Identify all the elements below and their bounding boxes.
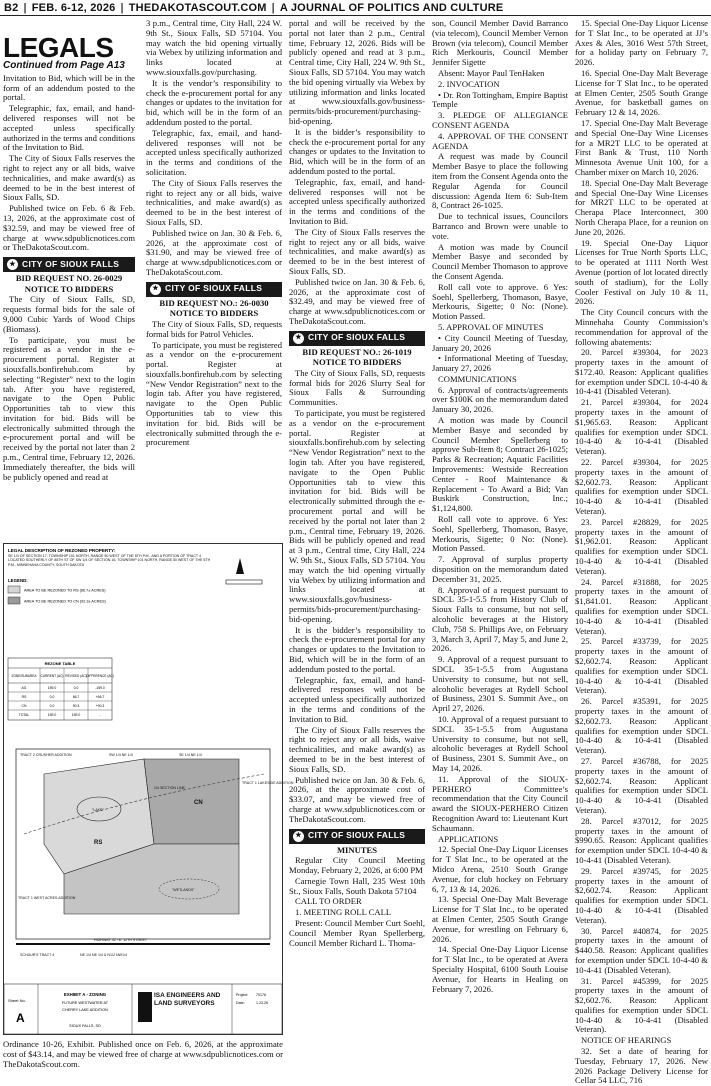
column-1 xyxy=(3,19,135,539)
map-desc-text: SE 1/4 OF SECTION 17, TOWNSHIP 101 NORTH, RANGE 50 WEST OF THE 5TH P.M., AND A PORTION OF TRACT 4 LOCATED SOUTHERLY OF 85TH ST OF SW 1/4 OF SECTION 16, TOWNSHIP 101 NORTH, RANGE 50 WEST OF THE 5TH P.M., MINNEHAHA COUNTY, SOUTH DAKOTA xyxy=(8,554,211,567)
city-banner-label: CITY OF SIOUX FALLS xyxy=(308,332,406,343)
sheet-letter: A xyxy=(16,1011,25,1025)
minutes-paragraph: 10. Approval of a request pursuant to SDCL 35-1-5.5 from Augustana University to consume, but not sell, alcoholic beverages at Rydell School of Business, 2301 S. Summit Ave., on May 14, 2026. xyxy=(432,713,568,773)
zoning-exhibit-map xyxy=(3,543,294,1035)
tagline: A JOURNAL OF POLITICS AND CULTURE xyxy=(279,1,504,14)
scale-bar xyxy=(226,580,262,584)
minutes-paragraph: • Informational Meeting of Tuesday, January 27, 2026 xyxy=(432,353,568,374)
legend-item-cn: AREA TO BE REZONED TO CN (92.3± ACRES) xyxy=(24,599,106,604)
table-cell: -159.0 xyxy=(95,686,105,690)
map-label: 1/4 SECTION LINE xyxy=(154,786,185,790)
notice-paragraph: The City of Sioux Falls reserves the right to reject any or all bids, waive technicalities, and make award(s) as deemed to be in the best interest of Sioux Falls, SD. xyxy=(3,153,135,203)
notice-paragraph: To participate, you must be registered as a vendor on the e-procurement portal. Register at siouxfalls.bonfirehub.com by selecting “New Vendor Registration” next to the login tab. After you have registered, navigate to the Open Public Opportunities tab to view this invitation for bid. Bids will be electronically submitted through the e-procurement xyxy=(146,339,282,448)
table-cell: 66.7 xyxy=(72,695,80,699)
map-label: NE 1/4 NE 1/4 & N1/2 NW1/4 xyxy=(80,953,127,957)
minutes-paragraph: 5. APPROVAL OF MINUTES xyxy=(438,321,544,332)
minutes-paragraph: 16. Special One-Day Malt Beverage License for T Slat Inc., to be operated at Elmen Center, 2505 South Grange Avenue, for basketball games on February 12 & 14, 2026. xyxy=(575,67,708,118)
map-label: TRACT 1 WEST ACRES ADDITION xyxy=(18,896,76,900)
notice-paragraph: The City of Sioux Falls, SD, requests formal bids for the sale of 9,000 Cubic Yards of Wood Chips (Biomass). xyxy=(3,294,135,334)
abatement-item: 26. Parcel #35391, for 2025 property taxes in the amount of $2,602.73. Reason: Applicant qualifies for exemption under SDCL 10-4-40 & 10-4-41 (Disabled Veteran). xyxy=(575,696,708,756)
notice-paragraph: Published twice on Jan. 30 & Feb. 6, 2026, at the approximate cost of $32.49, and may be viewed free of charge at www.sdpublicnotices.com or TheDakotaScout.com. xyxy=(289,276,425,326)
title-block xyxy=(4,984,282,1034)
map-label: HIGHWAY 42 / E. 12TH STREET xyxy=(94,938,148,942)
legend-item-rs: AREA TO BE REZONED TO RS (66.7± ACRES) xyxy=(24,588,106,593)
table-cell: AG xyxy=(21,686,27,690)
notice-paragraph: Published twice on Feb. 6 & Feb. 13, 2026, at the approximate cost of $32.59, and may be viewed free of charge at www.sdpublicnotices.com or TheDakotaScout.com. xyxy=(3,203,135,253)
legend-swatch-cn xyxy=(8,597,20,604)
notice-paragraph: Published twice on Jan. 30 & Feb. 6, 2026, at the approximate cost of $33.07, and may be viewed free of charge at www.sdpublicnotices.com or TheDakotaScout.com. xyxy=(289,774,425,824)
minutes-paragraph: NOTICE OF HEARINGS xyxy=(581,1035,672,1046)
bid-notice-heading: NOTICE TO BIDDERS xyxy=(24,283,114,294)
abatement-item: 30. Parcel #40874, for 2025 property taxes in the amount of $440.58. Reason: Applicant qualifies for exemption under SDCL 10-4-40 & 10-4-41 (Disabled Veteran). xyxy=(575,925,708,975)
table-cell: 90.3 xyxy=(72,704,80,708)
north-arrow-icon xyxy=(236,558,244,574)
abatement-list xyxy=(575,348,708,1035)
notice-paragraph: The City of Sioux Falls, SD, requests formal bids for 2026 Slurry Seal for Sioux Falls & Surrounding Communities. xyxy=(289,367,425,408)
abatement-item: 20. Parcel #39304, for 2023 property taxes in the amount of $172.40. Reason: Applicant qualifies for exemption under SDCL 10-4-40 & 10-4-41 (Disabled Veteran). xyxy=(575,347,708,397)
minutes-paragraph: Due to technical issues, Councilors Barranco and Brown were unable to vote. xyxy=(432,211,568,241)
notice-paragraph: To participate, you must be registered as a vendor in the e-procurement portal. Register at siouxfalls.bonfirehub.com by selecting “Register” next to the login tab. After you have registered, navigate to the Open Public Opportunities tab to view this invitation for bid. Bids will be electronically submitted through the e-procurement portal and will be received by the portal not later than 2 p.m., Central time, February 12, 2026. Immediately thereafter, the bids will be publicly opened and read at xyxy=(3,334,135,482)
abatement-item: 23. Parcel #28829, for 2025 property taxes in the amount of $1,962.01. Reason: Applicant qualifies for exemption under SDCL 10-4-40 & 10-4-41 (Disabled Veteran). xyxy=(575,516,708,576)
notice-paragraph: Ordinance 10-26, Exhibit. Published once on Feb. 6, 2026, at the approximate cost of $43.14, and may be viewed free of charge at www.sdpublicnotices.com or TheDakotaScout.com. xyxy=(3,1039,283,1069)
minutes-paragraph: 4. APPROVAL OF THE CONSENT AGENDA xyxy=(432,130,568,151)
city-seal-icon: ★ xyxy=(293,831,304,842)
minutes-heading: MINUTES xyxy=(336,844,378,855)
rezone-table-title: REZONE TABLE xyxy=(44,661,76,666)
minutes-paragraph: Regular City Council Meeting Monday, February 2, 2026, at 6:00 PM xyxy=(289,855,425,875)
notice-paragraph: The City of Sioux Falls reserves the right to reject any or all bids, waive technicalities, and make award(s) as deemed to be in the best interest of Sioux Falls, SD. xyxy=(146,177,282,227)
minutes-paragraph: 6. Approval of contracts/agreements over $100K on the memorandum dated January 30, 2026. xyxy=(432,384,568,415)
map-zone-label: CN xyxy=(194,800,203,806)
minutes-paragraph: • Dr. Ron Tottingham, Empire Baptist Temple xyxy=(432,89,568,110)
header-divider: | xyxy=(23,1,27,14)
ordinance-notice xyxy=(3,1040,283,1069)
notice-paragraph: Telegraphic, fax, email, and hand-delivered responses will not be accepted unless specifically authorized in the terms and conditions of the solicitation. xyxy=(146,127,282,177)
bid-number: BID REQUEST NO.: 26-0030 xyxy=(159,297,269,308)
abatement-item: 27. Parcel #36788, for 2025 property taxes in the amount of $2,602.74. Reason: Applicant qualifies for exemption under SDCL 10-4-40 & 10-4-41 (Disabled Veteran). xyxy=(575,755,708,815)
map-label: TRACT 1 LAKESIDE ADDITION xyxy=(242,781,294,785)
table-header: CURRENT (AC) xyxy=(40,674,64,678)
rezone-area-cn xyxy=(144,759,239,844)
table-cell: CN xyxy=(21,704,27,708)
table-header: REVISED (AC) xyxy=(65,674,87,678)
city-banner xyxy=(146,282,282,297)
minutes-paragraph: 32. Set a date of hearing for Tuesday, February 17, 2026. New 2026 Package Delivery License for Cellar 54 LLC, 716 xyxy=(575,1046,708,1086)
notice-paragraph: It is the vendor’s responsibility to check the e-procurement portal for any changes or updates to the invitation for bid, which will be in the form of an addendum posted to the portal. xyxy=(146,77,282,127)
minutes-paragraph: Absent: Mayor Paul TenHaken xyxy=(438,67,545,78)
project-label: Project: xyxy=(236,993,249,997)
legend-label: LEGEND: xyxy=(8,578,28,583)
minutes-paragraph: Carnegie Town Hall, 235 West 10th St., Sioux Falls, South Dakota 57104 xyxy=(289,875,425,896)
header-divider: | xyxy=(120,1,124,14)
minutes-paragraph: 7. Approval of surplus property disposition on the memorandum dated December 31, 2025. xyxy=(432,554,568,584)
date-value: 1.23.26 xyxy=(256,1001,268,1005)
map-desc-title: LEGAL DESCRIPTION OF REZONED PROPERTY: xyxy=(8,548,116,553)
map-label: "WETLANDS" xyxy=(172,888,195,892)
column-5 xyxy=(575,18,708,1086)
project-value: 70176 xyxy=(256,993,266,997)
city-banner-label: CITY OF SIOUX FALLS xyxy=(308,830,406,841)
minutes-paragraph: Roll call vote to approve. 6 Yes: Soehl, Spellerberg, Thomason, Basye, Merkouris, Sigette; 0 No: (None). Motion Passed. xyxy=(432,514,568,554)
firm-name: ISA ENGINEERS AND LAND SURVEYORS xyxy=(154,992,221,1007)
notice-paragraph: The City of Sioux Falls, SD, requests formal bids for Patrol Vehicles. xyxy=(146,318,282,339)
minutes-paragraph: 1. MEETING ROLL CALL xyxy=(295,907,392,918)
minutes-paragraph: 13. Special One-Day Malt Beverage License for T Slat Inc., to be operated at Elmen Center, 2505 South Grange Avenue, for wrestling on February 6, 2026. xyxy=(432,894,568,944)
minutes-paragraph: 3. PLEDGE OF ALLEGIANCE CONSENT AGENDA xyxy=(432,110,568,130)
city-banner xyxy=(289,829,425,844)
map-label: SCHUUR'S TRACT 4 xyxy=(20,953,55,957)
exhibit-subtitle: FUTURE WESTWATER AT xyxy=(61,1001,109,1005)
header-divider: | xyxy=(271,1,275,14)
city-banner-label: CITY OF SIOUX FALLS xyxy=(165,283,263,294)
map-label: TRACT 2 CRUSHER ADDITION xyxy=(20,753,72,757)
notice-paragraph: Telegraphic, fax, email, and hand-delivered responses will not be accepted unless specifically authorized in the terms and conditions of the Invitation to Bid. xyxy=(289,674,425,724)
map-zone-label: RS xyxy=(94,840,103,846)
city-seal-icon: ★ xyxy=(150,284,161,295)
minutes-paragraph: Roll call vote to approve. 6 Yes: Soehl, Spellerberg, Thomason, Basye, Merkouris, Sigette; 0 No: (None). Motion Passed. xyxy=(432,281,568,322)
table-cell: RS xyxy=(21,695,27,699)
section-title: LEGALS xyxy=(3,32,114,63)
notice-paragraph: The City of Sioux Falls reserves the right to reject any or all bids, waive technicalities, and make award(s) as deemed to be in the best interest of Sioux Falls, SD. xyxy=(289,226,425,276)
city-seal-icon: ★ xyxy=(7,259,18,270)
minutes-paragraph: 18. Special One-Day Malt Beverage and Special One-Day Wine Licenses for MR2T LLC to be operated at Cherapa Place Interconnect, 300 North Cherapa Place, for a reunion on June 20, 2026. xyxy=(575,177,708,237)
minutes-paragraph: The City Council concurs with the Minnehaha County Commission’s recommendation for approval of the following abatements: xyxy=(575,307,708,347)
notice-paragraph: To participate, you must be registered as a vendor on the e-procurement portal. Register at siouxfalls.bonfirehub.com by selecting “New Vendor Registration” next to the login tab. After you have registered, navigate to the Open Public Opportunities tab to view this invitation for bid. Bids will be electronically submitted through the e-procurement portal and will be received by the portal not later than 2 p.m., Central time, February 19, 2026. Bids will be publicly opened and read at 3 p.m., Central time, City Hall, 224 W. 9th St., Sioux Falls, SD 57104. You may watch the bid opening virtually via Webex by utilizing information and links located at www.siouxfalls.gov/business-permits/bids-procurement/purchasing-bid-opening. xyxy=(289,408,425,624)
minutes-paragraph: 14. Special One-Day Liquor License for T Slat Inc., to be operated at Avera Specialty Hospital, 6100 South Louise Avenue, for Hearts in Healing on February 7, 2026. xyxy=(432,944,568,994)
notice-paragraph: Invitation to Bid, which will be in the form of an addendum posted to the portal. xyxy=(3,72,135,103)
table-cell: 0.0 xyxy=(73,686,79,690)
bid-notice-heading: NOTICE TO BIDDERS xyxy=(169,308,259,319)
map-label: SW 1/4 NE 1/4 xyxy=(109,753,133,757)
bid-number: BID REQUEST NO. 26-0029 xyxy=(15,273,123,284)
exhibit-place: SIOUX FALLS, SD xyxy=(69,1024,101,1028)
notice-paragraph: Published twice on Jan. 30 & Feb. 6, 2026, at the approximate cost of $31.90, and may be viewed free of charge at www.sdpublicnotices.com or TheDakotaScout.com. xyxy=(146,227,282,277)
notice-paragraph: 3 p.m., Central time, City Hall, 224 W. 9th St., Sioux Falls, SD 57104. You may watch the bid opening virtually via Webex by utilizing information and links located at www.siouxfalls.gov/purchasing. xyxy=(146,18,282,77)
minutes-paragraph: 11. Approval of the SIOUX-PERHERO Committee’s recommendation that the City Council award the SIOUX-PERHERO Citizen Recognition Award to: Lieutenant Kurt Schaumann. xyxy=(432,773,568,833)
minutes-paragraph: son, Council Member David Barranco (via telecom), Council Member Vernon Brown (via telecom), Council Member Rich Merkouris, Council Member Jennifer Sigette xyxy=(432,18,568,68)
table-cell: 159.0 xyxy=(71,713,81,717)
exhibit-title: EXHIBIT A - ZONING xyxy=(63,992,107,997)
notice-paragraph: portal and will be received by the portal not later than 2 p.m., Central time, February 12, 2026. Bids will be publicly opened and read at 3 p.m., Central time, City Hall, 224 W. 9th St., Sioux Falls, SD 57104. You may watch the bid opening virtually via Webex by utilizing information and links located at www.siouxfalls.gov/business-permits/bids-procurement/purchasing-bid-opening. xyxy=(289,18,425,126)
abatement-item: 24. Parcel #31888, for 2025 property taxes in the amount of $1,841.01. Reason: Applicant qualifies for exemption under SDCL 10-4-40 & 10-4-41 (Disabled Veteran). xyxy=(575,576,708,636)
column-3 xyxy=(289,19,425,1077)
minutes-paragraph: A motion was made by Council Member Basye and seconded by Council Member Thomason to approve the Consent Agenda. xyxy=(432,241,568,281)
table-cell: 159.0 xyxy=(47,686,57,690)
city-banner xyxy=(3,257,135,272)
page-number: B2 xyxy=(4,1,19,14)
minutes-paragraph: APPLICATIONS xyxy=(438,833,499,844)
bid-notice-heading: NOTICE TO BIDDERS xyxy=(312,357,402,368)
minutes-paragraph: A request was made by Council Member Basye to place the following item from the Consent Agenda onto the Regular Agenda for Council discussion: Agenda Item 6: Sub-Item 8, Contract 26-1025. xyxy=(432,151,568,211)
minutes-paragraph: 9. Approval of a request pursuant to SDCL 35-1-5.5 from Augustana University to consume, but not sell, alcoholic beverages at Rydell School of Business, 2301 S. Summit Ave., on April 27, 2026. xyxy=(432,654,568,714)
minutes-paragraph: • City Council Meeting of Tuesday, January 20, 2026 xyxy=(432,332,568,353)
section-subtitle: Continued from Page A13 xyxy=(3,60,125,71)
date-label: Date: xyxy=(236,1001,245,1005)
abatement-item: 28. Parcel #37012, for 2025 property taxes in the amount of $990.65. Reason: Applicant qualifies for exemption under SDCL 10-4-40 & 10-4-41 (Disabled Veteran). xyxy=(575,815,708,865)
table-header: ZONE/SUBAREA xyxy=(11,674,37,678)
table-cell: 0.0 xyxy=(49,704,55,708)
column-4 xyxy=(432,19,568,1077)
notice-paragraph: It is the bidder’s responsibility to check the e-procurement portal for any changes or updates to the Invitation to Bid, which will be in the form of an addendum posted to the portal. xyxy=(289,624,425,674)
city-banner-label: CITY OF SIOUX FALLS xyxy=(22,258,120,269)
legend-swatch-rs xyxy=(8,586,20,593)
minutes-paragraph: A motion was made by Council Member Basye and seconded by Council Member Spellerberg to approve Sub-Item 8; Contract 26-1025; Parks & Recreation; Aquatic Facilities Improvements: Westside Recreation Center - Roof Maintenance & Replacement - To Award a Bid; Van Buskirk Construction, Inc.; $1,124,800. xyxy=(432,415,568,514)
table-header: DIFFERENCE (AC) xyxy=(86,674,114,678)
map-label: SE 1/4 NE 1/4 xyxy=(179,753,202,757)
map-label: "LAKE" xyxy=(92,808,104,812)
minutes-paragraph: Present: Council Member Curt Soehl, Council Member Ryan Spellerberg, Council Member Richard L. Thoma- xyxy=(289,917,425,948)
minutes-paragraph: 19. Special One-Day Liquor Licenses for True North Sports LLC, to be operated at 1111 North West Avenue (portion of lot located directly south of stadium), for the Lolly Cooler Festival on July 10 & 11, 2026. xyxy=(575,237,708,307)
site-name[interactable]: THEDAKOTASCOUT.COM xyxy=(128,1,267,14)
abatement-item: 31. Parcel #45399, for 2025 property taxes in the amount of $2,602.76. Reason: Applicant qualifies for exemption under SDCL 10-4-40 & 10-4-41 (Disabled Veteran). xyxy=(575,975,708,1035)
exhibit-subtitle: CHERRY LAKE ADDITION xyxy=(62,1008,108,1012)
abatement-item: 25. Parcel #33739, for 2025 property taxes in the amount of $2,602.74. Reason: Applicant qualifies for exemption under SDCL 10-4-40 & 10-4-41 (Disabled Veteran). xyxy=(575,636,708,696)
sheet-label: Sheet No. xyxy=(8,998,26,1003)
abatement-item: 22. Parcel #39304, for 2025 property taxes in the amount of $2,602.73. Reason: Applicant qualifies for exemption under SDCL 10-4-40 & 10-4-41 (Disabled Veteran). xyxy=(575,457,708,517)
table-cell: 159.0 xyxy=(47,713,57,717)
firm-logo-icon xyxy=(138,992,152,1022)
abatement-item: 21. Parcel #39304, for 2024 property taxes in the amount of $1,965.63. Reason: Applicant qualifies for exemption under SDCL 10-4-40 & 10-4-41 (Disabled Veteran). xyxy=(575,397,708,457)
minutes-paragraph: 8. Approval of a request pursuant to SDCL 35-1-5.5 from History Club of Sioux Falls to consume, but not sell, alcoholic beverages at the History Club, 758 S. Phillips Ave, on February 3, March 3, April 7, May 5, and June 2, 2026. xyxy=(432,584,568,654)
minutes-paragraph: 12. Special One-Day Liquor Licenses for T Slat Inc., to be operated at the Midco Arena, 2510 South Grange Avenue, for club hockey on February 6, 7, 13 & 14, 2026. xyxy=(432,844,568,894)
bid-number: BID REQUEST NO.: 26-1019 xyxy=(302,346,412,357)
minutes-paragraph: 2. INVOCATION xyxy=(438,78,500,89)
city-banner xyxy=(289,331,425,346)
table-cell: 0.0 xyxy=(49,695,55,699)
rezone-table xyxy=(8,658,114,720)
table-cell: +90.3 xyxy=(95,704,105,708)
minutes-paragraph: 15. Special One-Day Liquor License for T Slat Inc., to be operated at JJ’s Axes & Ales, 3016 West 57th Street, for a holiday party on February 7, 2026. xyxy=(575,18,708,68)
minutes-paragraph: 17. Special One-Day Malt Beverage and Special One-Day Wine Licenses for a MR2T LLC to be operated at First Bank & Trust, 110 North Minnesota Avenue Unit 100, for a Chamber mixer on March 10, 2026. xyxy=(575,117,708,177)
notice-paragraph: Telegraphic, fax, email, and hand-delivered responses will not be accepted unless specifically authorized in the terms and conditions of the Invitation to Bid. xyxy=(3,103,135,153)
notice-paragraph: Telegraphic, fax, email, and hand-delivered responses will not be accepted unless specifically authorized in the terms and conditions of the Invitation to Bid. xyxy=(289,176,425,226)
notice-paragraph: It is the bidder’s responsibility to check the e-procurement portal for any changes or updates to the Invitation to Bid, which will be in the form of an addendum posted to the portal. xyxy=(289,126,425,176)
table-cell: +66.7 xyxy=(95,695,105,699)
abatement-item: 29. Parcel #39745, for 2025 property taxes in the amount of $2,602.74. Reason: Applicant qualifies for exemption under SDCL 10-4-40 & 10-4-41 (Disabled Veteran). xyxy=(575,865,708,925)
notice-paragraph: The City of Sioux Falls reserves the right to reject any or all bids, waive technicalities, and make award(s) as deemed to be in the best interest of Sioux Falls, SD. xyxy=(289,724,425,774)
table-cell: - xyxy=(99,713,101,717)
city-seal-icon: ★ xyxy=(293,333,304,344)
page-header xyxy=(0,0,711,16)
minutes-paragraph: CALL TO ORDER xyxy=(295,896,362,907)
issue-date: FEB. 6-12, 2026 xyxy=(31,1,116,14)
table-cell: TOTAL xyxy=(18,713,30,717)
minutes-paragraph: COMMUNICATIONS xyxy=(438,373,517,384)
column-2 xyxy=(146,19,282,539)
